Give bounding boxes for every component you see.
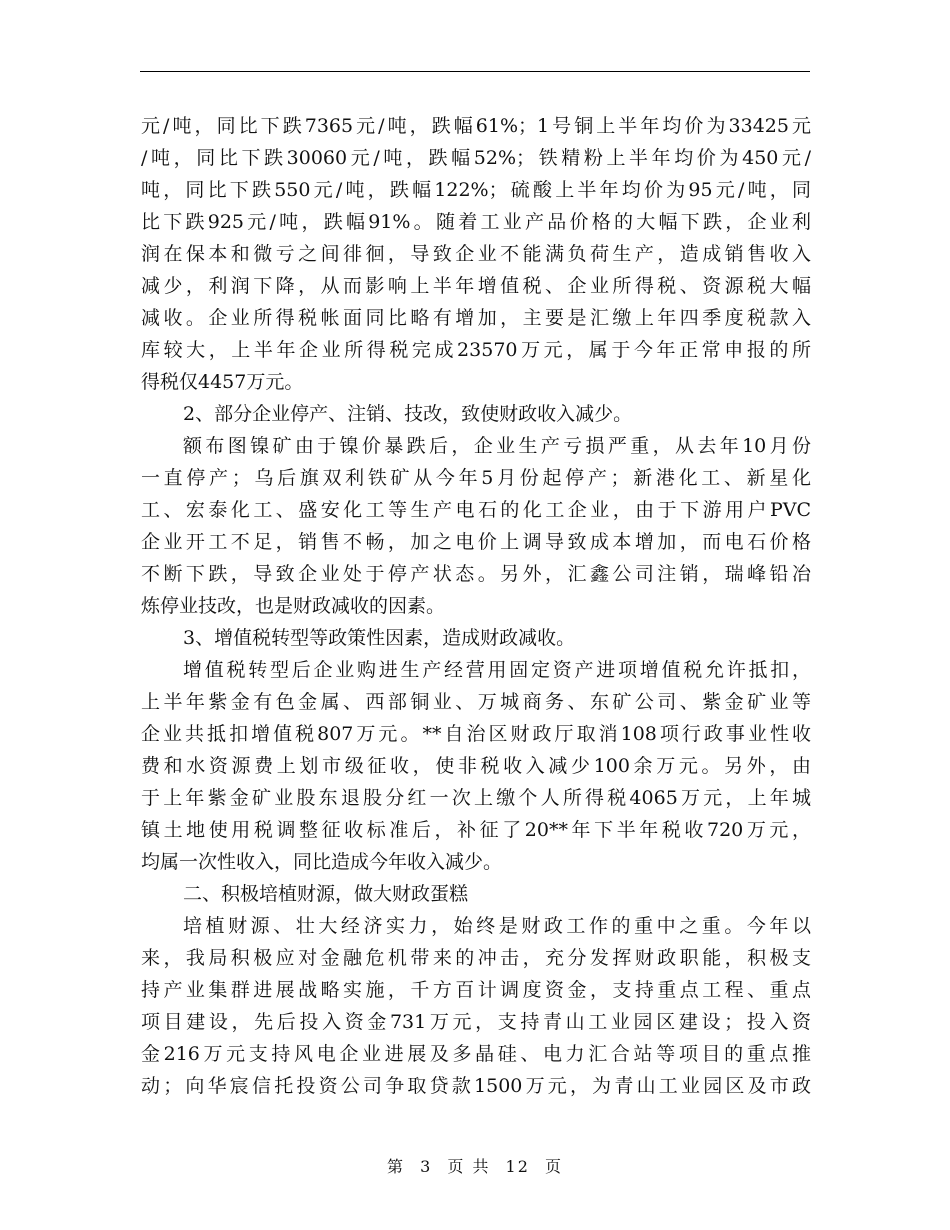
footer-page-number: 3 [420,1157,433,1176]
text-line: 库较大，上半年企业所得税完成23570万元，属于今年正常申报的所 [141,339,811,361]
text-line: 吨，同比下跌550元/吨，跌幅122%；硫酸上半年均价为95元/吨，同 [141,179,811,201]
text-line: 企业共抵扣增值税807万元。**自治区财政厅取消108项行政事业性收 [141,723,811,745]
text-line: 工、宏泰化工、盛安化工等生产电石的化工企业，由于下游用户PVC [141,499,811,521]
page-footer [0,1154,950,1177]
text-line: 元/吨，同比下跌7365元/吨，跌幅61%；1号铜上半年均价为33425元 [141,115,811,137]
footer-prefix: 第 [386,1157,405,1176]
text-line: 比下跌925元/吨，跌幅91%。随着工业产品价格的大幅下跌，企业利 [141,211,811,233]
text-line: 金216万元支持风电企业进展及多晶硅、电力汇合站等项目的重点推 [141,1043,811,1065]
footer-middle: 页 共 [447,1157,491,1176]
text-line: 持产业集群进展战略实施，千方百计调度资金，支持重点工程、重点 [141,979,811,1001]
text-line: 费和水资源费上划市级征收，使非税收入减少100余万元。另外，由 [141,755,811,777]
text-line: 不断下跌，导致企业处于停产状态。另外，汇鑫公司注销，瑞峰铅冶 [141,563,811,585]
text-line: 减少，利润下降，从而影响上半年增值税、企业所得税、资源税大幅 [141,275,811,297]
text-line: /吨，同比下跌30060元/吨，跌幅52%；铁精粉上半年均价为450元/ [141,147,811,169]
text-line: 二、积极培植财源，做大财政蛋糕 [183,883,469,905]
text-line: 炼停业技改，也是财政减收的因素。 [141,595,446,617]
text-line: 一直停产；乌后旗双利铁矿从今年5月份起停产；新港化工、新星化 [141,467,811,489]
text-line: 增值税转型后企业购进生产经营用固定资产进项增值税允许抵扣， [183,659,811,681]
text-line: 企业开工不足，销售不畅，加之电价上调导致成本增加，而电石价格 [141,531,811,553]
text-line: 减收。企业所得税帐面同比略有增加，主要是汇缴上年四季度税款入 [141,307,811,329]
text-line: 均属一次性收入，同比造成今年收入减少。 [141,851,503,873]
footer-total-pages: 12 [505,1157,530,1176]
footer-suffix: 页 [545,1157,564,1176]
text-line: 上半年紫金有色金属、西部铜业、万城商务、东矿公司、紫金矿业等 [141,691,811,713]
text-line: 3、增值税转型等政策性因素，造成财政减收。 [183,627,576,649]
text-line: 培植财源、壮大经济实力，始终是财政工作的重中之重。今年以 [183,915,811,937]
text-line: 额布图镍矿由于镍价暴跌后，企业生产亏损严重，从去年10月份 [183,435,811,457]
document-body [141,110,811,1102]
text-line: 动；向华宸信托投资公司争取贷款1500万元，为青山工业园区及市政 [141,1075,811,1097]
text-line: 于上年紫金矿业股东退股分红一次上缴个人所得税4065万元，上年城 [141,787,811,809]
text-line: 2、部分企业停产、注销、技改，致使财政收入减少。 [183,403,633,425]
text-line: 镇土地使用税调整征收标准后，补征了20**年下半年税收720万元， [141,819,811,841]
text-line: 润在保本和微亏之间徘徊，导致企业不能满负荷生产，造成销售收入 [141,243,811,265]
text-line: 项目建设，先后投入资金731万元，支持青山工业园区建设；投入资 [141,1011,811,1033]
text-line: 得税仅4457万元。 [141,371,304,393]
text-line: 来，我局积极应对金融危机带来的冲击，充分发挥财政职能，积极支 [141,947,811,969]
header-rule [140,71,810,72]
